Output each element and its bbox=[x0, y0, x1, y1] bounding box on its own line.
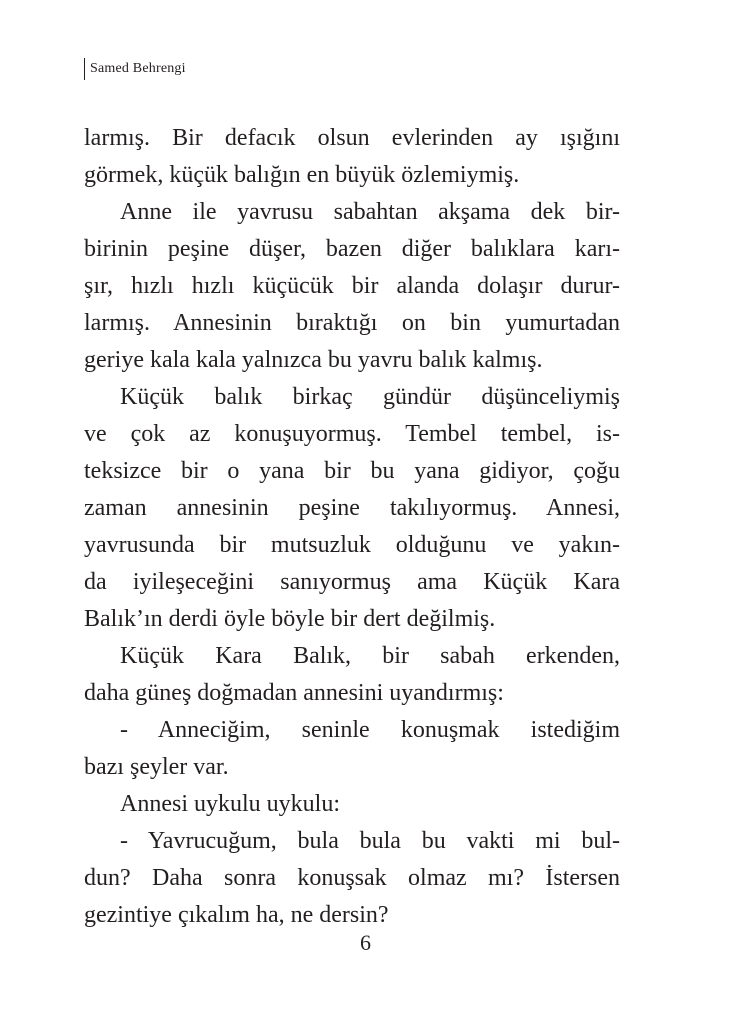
text-line: gezintiye çıkalım ha, ne dersin? bbox=[84, 902, 389, 928]
header-author: Samed Behrengi bbox=[90, 61, 186, 76]
body-text bbox=[84, 120, 620, 934]
text-line: daha güneş doğmadan annesini uyandırmış: bbox=[84, 680, 504, 706]
text-line: zaman annesinin peşine takılıyormuş. Annesi, bbox=[84, 495, 620, 521]
text-line: - Anneciğim, seninle konuşmak istediğim bbox=[120, 717, 620, 743]
text-line: dun? Daha sonra konuşsak olmaz mı? İstersen bbox=[84, 865, 620, 891]
running-header bbox=[84, 58, 186, 80]
text-line: birinin peşine düşer, bazen diğer balıklara karı- bbox=[84, 236, 620, 262]
text-line: Balık’ın derdi öyle böyle bir dert değilmiş. bbox=[84, 606, 496, 632]
text-line: ve çok az konuşuyormuş. Tembel tembel, is- bbox=[84, 421, 620, 447]
text-line: bazı şeyler var. bbox=[84, 754, 229, 780]
text-line: larmış. Annesinin bıraktığı on bin yumurtadan bbox=[84, 310, 620, 336]
text-line: şır, hızlı hızlı küçücük bir alanda dolaşır durur- bbox=[84, 273, 620, 299]
text-line: görmek, küçük balığın en büyük özlemiymiş. bbox=[84, 162, 520, 188]
text-line: yavrusunda bir mutsuzluk olduğunu ve yakın- bbox=[84, 532, 620, 558]
text-line: da iyileşeceğini sanıyormuş ama Küçük Kara bbox=[84, 569, 620, 595]
text-line: larmış. Bir defacık olsun evlerinden ay ışığını bbox=[84, 125, 620, 151]
text-line: - Yavrucuğum, bula bula bu vakti mi bul- bbox=[120, 828, 620, 854]
text-line: Küçük Kara Balık, bir sabah erkenden, bbox=[120, 643, 620, 669]
text-line: teksizce bir o yana bir bu yana gidiyor, çoğu bbox=[84, 458, 620, 484]
page-number: 6 bbox=[360, 930, 371, 955]
text-line: geriye kala kala yalnızca bu yavru balık kalmış. bbox=[84, 347, 543, 373]
text-line: Anne ile yavrusu sabahtan akşama dek bir- bbox=[120, 199, 620, 225]
text-line: Annesi uykulu uykulu: bbox=[120, 791, 340, 817]
text-line: Küçük balık birkaç gündür düşünceliymiş bbox=[120, 384, 620, 410]
header-rule bbox=[84, 58, 85, 80]
